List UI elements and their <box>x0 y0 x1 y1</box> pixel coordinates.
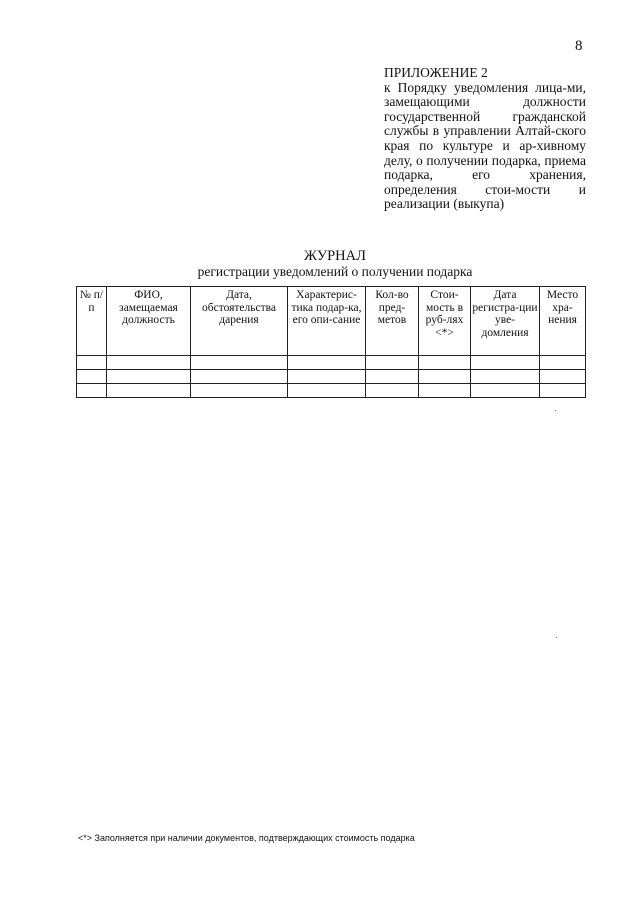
table-cell <box>288 356 366 370</box>
table-cell <box>366 356 419 370</box>
scan-speck <box>556 637 557 638</box>
table-cell <box>288 370 366 384</box>
table-cell <box>77 384 107 398</box>
table-cell <box>419 370 471 384</box>
footnote: <*> Заполняется при наличии документов, подтверждающих стоимость подарка <box>78 833 415 843</box>
appendix-block <box>384 66 586 212</box>
table-cell <box>288 384 366 398</box>
table-cell <box>540 356 586 370</box>
table-cell <box>471 356 540 370</box>
table-cell <box>191 370 288 384</box>
table-cell <box>419 356 471 370</box>
column-header-date-circumstances: Дата, обстоятельства дарения <box>191 287 288 356</box>
table-cell <box>191 384 288 398</box>
appendix-heading: ПРИЛОЖЕНИЕ 2 <box>384 65 488 80</box>
table-row <box>77 370 586 384</box>
table-cell <box>191 356 288 370</box>
scan-speck <box>555 410 556 411</box>
table-row <box>77 384 586 398</box>
table-cell <box>107 370 191 384</box>
column-header-name-position: ФИО, замещаемая должность <box>107 287 191 356</box>
appendix-text: к Порядку уведомления лица-ми, замещающими должности государственной гражданской службы в управлении Алтай-ского края по культуре и ар-хивному делу, о получении подарка, приема подарка, его хранения, определения стои-мости и реализации (выкупа) <box>384 79 586 212</box>
table-cell <box>107 356 191 370</box>
column-header-registration-date: Дата регистра-ции уве-домления <box>471 287 540 356</box>
table-cell <box>366 370 419 384</box>
page-number: 8 <box>575 38 583 54</box>
column-header-quantity: Кол-во пред-метов <box>366 287 419 356</box>
table-cell <box>77 356 107 370</box>
table-cell <box>77 370 107 384</box>
table-cell <box>366 384 419 398</box>
column-header-gift-description: Характерис-тика подар-ка, его опи-сание <box>288 287 366 356</box>
journal-title <box>150 248 520 280</box>
column-header-number: № п/п <box>77 287 107 356</box>
table-cell <box>107 384 191 398</box>
journal-table <box>76 286 586 398</box>
column-header-cost: Стои-мость в руб-лях <*> <box>419 287 471 356</box>
table-header-row <box>77 287 586 356</box>
table-cell <box>471 384 540 398</box>
journal-title-line1: ЖУРНАЛ <box>304 248 366 264</box>
column-header-storage-place: Место хра-нения <box>540 287 586 356</box>
table-row <box>77 356 586 370</box>
table-cell <box>471 370 540 384</box>
table-cell <box>419 384 471 398</box>
table-cell <box>540 370 586 384</box>
table-cell <box>540 384 586 398</box>
journal-title-line2: регистрации уведомлений о получении подарка <box>197 264 473 279</box>
